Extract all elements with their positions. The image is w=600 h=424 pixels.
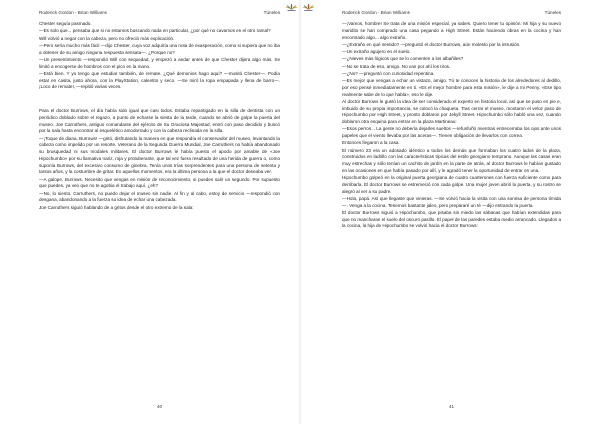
paragraph: —Es mejor que vengas a echar un vistazo, amigo. Tú te conoces la historia de los alrededores al dedillo, por eso pensé inmediatamente en ti. «Es el mejor hombre para esta misión», le dije a mi Penny. «Ese tipo realmente sabe de lo que habla», eso le dije.	[342, 78, 561, 97]
publisher-logo-icon	[302, 3, 315, 12]
left-body-text	[39, 21, 280, 211]
paragraph: —Un presentimiento —respondió Will con sequedad, y empezó a andar antes de que Chester dijera algo más. Se limitó a encogerse de hombros con el pico en la mano.	[39, 56, 280, 69]
paragraph: —A galope, Burrows. Necesito que vengas en misión de reconocimiento, si puedes salir un segundo. Por supuesto que puedes, ya veo que no te agobia el trabajo aquí, ¿eh?	[39, 176, 280, 189]
paragraph: —¿No? —preguntó con curiosidad repentina.	[342, 70, 435, 76]
paragraph: Joe Carruthers siguió hablando de a gritos desde el otro extremo de la sala:	[39, 204, 194, 210]
paragraph: —¿Extraño en qué sentido? —preguntó el doctor Burrows, aún molesto por la intrusión.	[342, 41, 521, 47]
paragraph: El número 23 era un adosado idéntico a todos los demás que formaban los cuatro lados de la plaza, construidos en ladrillo con las características típicas del estilo georgiano temprano. Aunque las casas eran muy estrechas y sólo tenían un cachito de jardín en la parte de atrás, al doctor Burrows le habían gustado en las ocasiones en que había pasado por allí, y le agradó tener la oportunidad de entrar en una.	[342, 147, 561, 173]
paragraph: —¡Toque de diana, Burrows! —gritó, disfrutando la manera en que respondía el conservador del museo, levantando la cabeza como impelido por un resorte. Veterano de la Segunda Guerra Mundial, Joe Carruthers no había abandonado su brusquedad ni sus modales militares. El doctor Burrows le había puesto el apodo por amable de «Joe Hipochumbo» por su llamativa nariz, roja y protuberante, que tal vez fuera resultado de una herida de guerra o, como suponía Burrows, del excesivo consumo de ginebra. Tenía unos trías sorprendentes para una persona de setenta y tantos años, y la costumbre de gritar. En aquellos momentos, era la última persona a la que el doctor deseaba ver.	[39, 135, 280, 175]
paragraph: —¿Nieves más lógicos que se lo comenten a los albañiles?	[342, 56, 464, 62]
paragraph: Entonces llegaron a la casa.	[342, 140, 400, 146]
paragraph: El doctor Burrows siguió a Hipochumbo, que pisaba sin miedo las sábanas que habían extendidas para que no mancharan el suelo del oscuro pasillo. El papel de las paredes estaba medio arrancado. Llegados a la cocina, la hija de Hipochumbo se volvió hacia el doctor Burrows:	[342, 209, 561, 229]
publisher-logo-icon	[285, 3, 298, 12]
running-header	[342, 10, 561, 21]
running-header	[39, 10, 280, 21]
paragraph: —Hola, papá. Así que llegaste que vinieras. —Se volvió hacia la visita con una sonrisa de persona tímida—. Venga a la cocina. Tenemos bastante jaleo, pero prepararé un té —dijo entrando la puerta.	[342, 195, 561, 208]
paragraph: —Esos perros... La gente no debería dejarles sueltos —refunfuñó mientras entrecerraba los ojos ante unos papeles que el viento llevaba por las aceras—. Tienen obligación de llevarlos con correa.	[342, 126, 561, 138]
paragraph: Para el doctor Burrows, el día había sido igual que casi todos. Estaba repantigado en la silla de dentista con un periódico doblado sobre el regazo, a punto de echarse la siesta de la tarde, cuando se abrió de golpe la puerta del museo. Joe Carruthers, antiguo comandante del ejército de Su Graciosa Majestad, entró con paso decidido y buscó por la sala hasta encontrar al esquelético amodorrado y con la cabeza reclinada en la silla.	[39, 108, 280, 134]
paragraph: —Un extraño agujero en el suelo.	[342, 49, 411, 54]
paragraph: Hipochumbo golpeó en la original puerta georgiana de cuatro cuarterones con fuerza suficiente como para derribarla. El doctor Burrows se estremeció con cada golpe. Una mujer joven abrió la puerta, y su rostro se alegró al ver a su padre.	[342, 175, 561, 194]
paragraph: —Está bien. Y yo tengo que estudiar también, de remate. ¿Qué demonios hago aquí? —musitó Chester—. Podía estar en casita, justo ahora, con la PlayStation, calentito y seco. —Se miró la ropa empapada y llena de barro—. ¡Loco de remate!, —repitió varias veces.	[39, 70, 280, 90]
right-page	[300, 0, 600, 424]
page-number: 41	[448, 404, 455, 409]
paragraph: —Pero sería mucho más fácil —dijo Chester, cuya voz adquiría una nota de exasperación, como si supiera que no iba a obtener de su amigo ninguna respuesta sensata—. ¿Porque no?	[39, 42, 280, 55]
header-authors: Roderick Gordon - Brian Williams	[342, 10, 410, 15]
paragraph: —No, lo siento, Carruthers, no puedo dejar el museo sin nadie. Al fin y al cabo, estoy de servicio —respondió con desgana, abandonando a la fuerza su idea de echar una cabezada.	[39, 190, 280, 203]
paragraph: Chester seguía pasmado.	[39, 21, 92, 26]
header-authors: Roderick Gordon - Brian Williams	[39, 10, 107, 15]
header-title: Túneles	[263, 10, 280, 15]
paragraph: —No se trata de eso, amigo. No van por ahí los tiros.	[342, 63, 451, 69]
paragraph: —¡Vamos, hombre! Se trata de una misión especial, ya sabes. Quiero tener tu opinión. Mi hija y su nuevo maridito se han comprado una casa pegando a High Street. Están haciendo obras en la cocina y han encontrado algo... algo extraño.	[342, 21, 561, 40]
paragraph: Will volvió a negar con la cabeza, pero no ofreció más explicación.	[39, 35, 175, 41]
header-title: Túneles	[544, 10, 561, 15]
paragraph: —Es solo que... pensaba que si no estamos buscando nada en particular, ¿por qué no cavamos en el otro ramal?	[39, 28, 271, 34]
paragraph: Al doctor Burrows le gustó la idea de ser considerado el experto en historia local, así que se puso en pie e, imbuido de su propia importancia, se colocó la chaqueta. Tras cerrar el museo, montaron el veloz paso de Hipochumbo por High Street, y pronto doblaron por Jekyll Street. Hipochumbo sólo habló una vez, cuando doblaron otra esquina para entrar en la plaza Martineau:	[342, 98, 561, 124]
right-body-text	[342, 21, 561, 230]
page-number: 40	[156, 404, 163, 409]
